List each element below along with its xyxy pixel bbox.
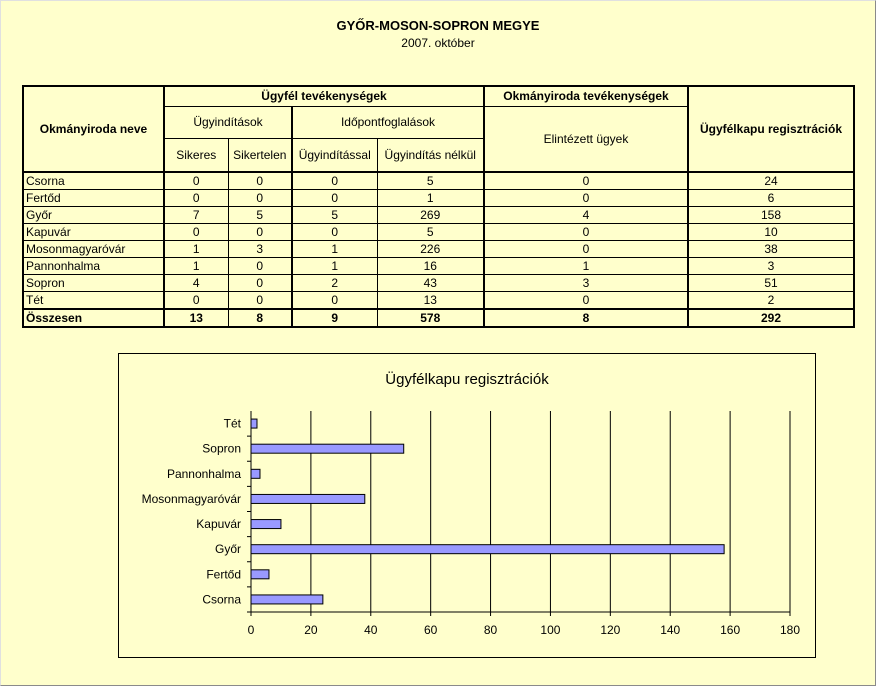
bar [251,595,323,604]
value-cell: 0 [484,292,688,310]
value-cell: 5 [377,172,484,190]
bar [251,520,281,529]
total-label-cell: Összesen [23,309,164,327]
y-category-label: Fertőd [206,567,241,582]
total-value-cell: 13 [164,309,228,327]
table-row [23,241,854,258]
value-cell: 0 [164,224,228,241]
value-cell: 43 [377,275,484,292]
header-office-activities: Okmányiroda tevékenységek [484,86,688,106]
value-cell: 7 [164,207,228,224]
value-cell: 13 [377,292,484,310]
value-cell: 269 [377,207,484,224]
value-cell: 0 [228,190,292,207]
x-tick-label: 40 [364,623,378,637]
header-fail: Sikertelen [228,138,292,172]
bar [251,494,365,503]
header-handled-cases: Elintézett ügyek [484,106,688,172]
office-name-cell: Győr [23,207,164,224]
total-value-cell: 9 [292,309,377,327]
y-category-label: Mosonmagyaróvár [141,491,241,506]
value-cell: 0 [292,190,377,207]
office-name-cell: Kapuvár [23,224,164,241]
x-tick-label: 100 [540,623,561,637]
y-category-label: Sopron [202,441,241,456]
value-cell: 0 [292,224,377,241]
table-row [23,172,854,190]
bar-chart [119,354,815,657]
value-cell: 3 [484,275,688,292]
y-category-label: Pannonhalma [166,466,241,481]
y-category-label: Győr [214,542,241,557]
bar [251,545,724,554]
table-row [23,207,854,224]
value-cell: 24 [688,172,854,190]
value-cell: 0 [484,172,688,190]
office-name-cell: Tét [23,292,164,310]
bar [251,570,269,579]
value-cell: 1 [292,241,377,258]
value-cell: 2 [688,292,854,310]
x-tick-label: 20 [304,623,318,637]
value-cell: 0 [484,224,688,241]
x-tick-label: 180 [779,623,801,637]
x-tick-label: 60 [423,623,438,637]
table-row [23,292,854,310]
value-cell: 5 [377,224,484,241]
value-cell: 0 [228,172,292,190]
value-cell: 0 [228,224,292,241]
value-cell: 2 [292,275,377,292]
value-cell: 1 [164,258,228,275]
total-row [23,309,854,327]
value-cell: 51 [688,275,854,292]
bar [251,469,260,478]
y-category-label: Tét [223,416,241,431]
value-cell: 0 [164,190,228,207]
value-cell: 5 [228,207,292,224]
header-client-activities: Ügyfél tevékenységek [164,86,484,106]
bar [251,444,404,453]
value-cell: 158 [688,207,854,224]
y-category-label: Kapuvár [196,517,241,532]
header-with-initiation: Ügyindítással [292,138,377,172]
value-cell: 4 [484,207,688,224]
value-cell: 0 [484,241,688,258]
office-name-cell: Pannonhalma [23,258,164,275]
x-tick-label: 0 [247,623,255,637]
x-tick-label: 120 [600,623,621,637]
value-cell: 0 [484,190,688,207]
value-cell: 0 [228,292,292,310]
table-row [23,224,854,241]
header-appointments: Időpontfoglalások [292,106,484,138]
value-cell: 5 [292,207,377,224]
office-name-cell: Mosonmagyaróvár [23,241,164,258]
value-cell: 226 [377,241,484,258]
office-name-cell: Csorna [23,172,164,190]
report-title: GYŐR-MOSON-SOPRON MEGYE [336,18,540,33]
value-cell: 0 [292,172,377,190]
x-tick-label: 160 [720,623,741,637]
table-row [23,275,854,292]
value-cell: 0 [228,258,292,275]
value-cell: 3 [228,241,292,258]
value-cell: 1 [377,190,484,207]
x-tick-label: 140 [660,623,681,637]
statistics-table [22,85,855,328]
value-cell: 0 [164,292,228,310]
office-name-cell: Sopron [23,275,164,292]
plot-area [251,411,790,612]
value-cell: 0 [164,172,228,190]
header-without-initiation: Ügyindítás nélkül [377,138,484,172]
value-cell: 0 [228,275,292,292]
total-value-cell: 8 [228,309,292,327]
total-value-cell: 8 [484,309,688,327]
x-tick-label: 80 [483,623,498,637]
value-cell: 16 [377,258,484,275]
value-cell: 0 [292,292,377,310]
office-name-cell: Fertőd [23,190,164,207]
value-cell: 10 [688,224,854,241]
header-success: Sikeres [164,138,228,172]
y-category-label: Csorna [202,592,241,607]
chart-panel [118,353,816,658]
report-subtitle: 2007. október [401,36,475,50]
value-cell: 6 [688,190,854,207]
table-row [23,190,854,207]
header-portal-registrations: Ügyfélkapu regisztrációk [688,86,854,172]
header-initiations: Ügyindítások [164,106,292,138]
header-office-name: Okmányiroda neve [23,86,164,172]
value-cell: 3 [688,258,854,275]
value-cell: 4 [164,275,228,292]
total-value-cell: 578 [377,309,484,327]
value-cell: 38 [688,241,854,258]
bar [251,419,257,428]
table-row [23,258,854,275]
chart-title: Ügyfélkapu regisztrációk [385,371,549,388]
value-cell: 1 [164,241,228,258]
total-value-cell: 292 [688,309,854,327]
value-cell: 1 [292,258,377,275]
value-cell: 1 [484,258,688,275]
